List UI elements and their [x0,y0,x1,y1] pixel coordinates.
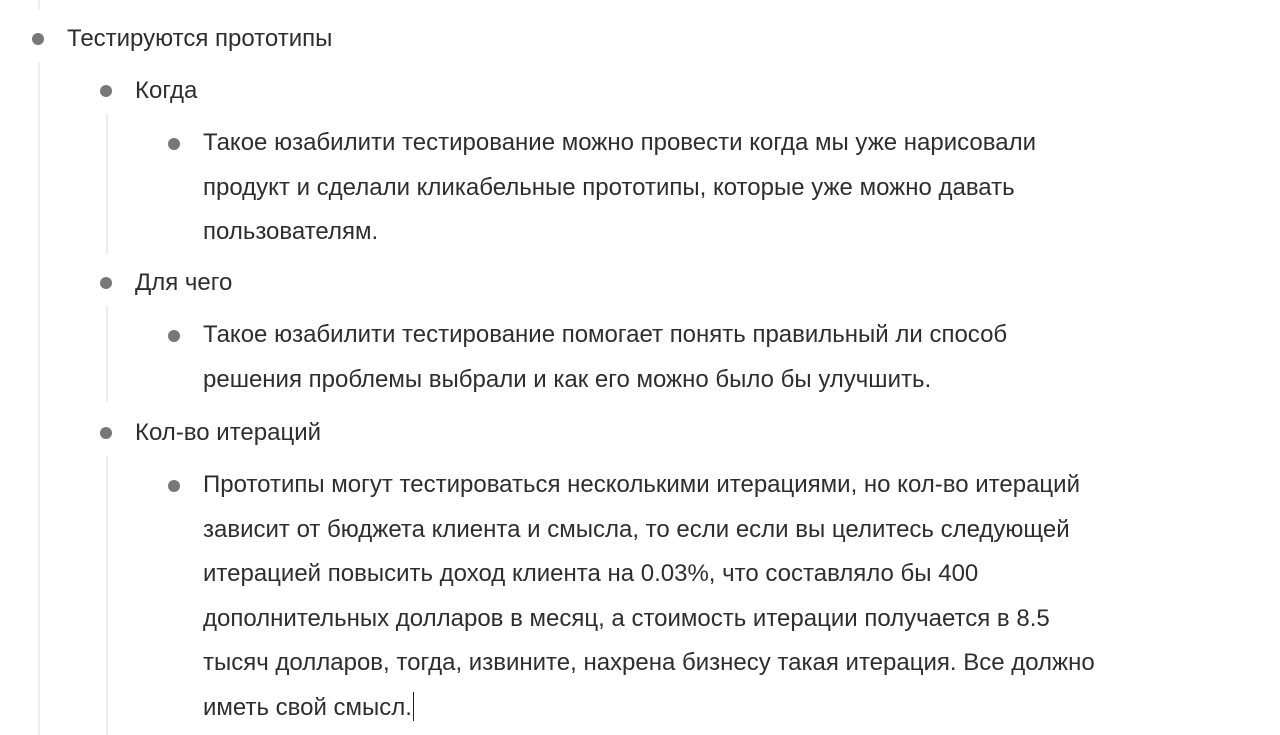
detail-line: тысяч долларов, тогда, извините, нахрена бизнесу такая итерация. Все должно [203,649,1095,676]
indent-guide-level0-top [38,0,40,10]
outline-item-label: Кол-во итераций [135,418,322,446]
detail-line: Такое юзабилити тестирование помогает понять правильный ли способ [203,321,1008,348]
indent-guide-level0 [38,62,40,735]
detail-line-text: иметь свой смысл. [203,693,412,721]
bullet-icon[interactable] [100,427,112,439]
detail-line: итерацией повысить доход клиента на 0.03%, что составляло бы 400 [203,560,979,587]
indent-guide-level1-kogda [106,114,108,254]
bullet-icon[interactable] [168,138,180,150]
bullet-icon[interactable] [168,330,180,342]
indent-guide-level1-dlya-chego [106,306,108,402]
detail-line: зависит от бюджета клиента и смысла, то если если вы целитесь следующей [203,515,1070,543]
outline-item-label: Для чего [135,268,233,296]
bullet-icon[interactable] [100,277,112,289]
outline-item-label: Тестируются прототипы [67,24,333,52]
detail-line: продукт и сделали кликабельные прототипы, которые уже можно давать [203,173,1015,201]
detail-line: решения проблемы выбрали и как его можно было бы улучшить. [203,365,932,393]
bullet-icon[interactable] [32,33,44,45]
text-caret [413,692,415,721]
outline-item-label: Когда [135,76,198,104]
detail-line: пользователям. [203,218,379,245]
detail-line: дополнительных долларов в месяц, а стоимость итерации получается в 8.5 [203,604,1050,632]
detail-line: Прототипы могут тестироваться несколькими итерациями, но кол-во итераций [203,471,1080,498]
bullet-icon[interactable] [100,85,112,97]
bullet-icon[interactable] [168,480,180,492]
detail-line: Такое юзабилити тестирование можно провести когда мы уже нарисовали [203,129,1036,156]
detail-line-last[interactable] [203,686,414,731]
indent-guide-level1-iteracii [106,456,108,735]
